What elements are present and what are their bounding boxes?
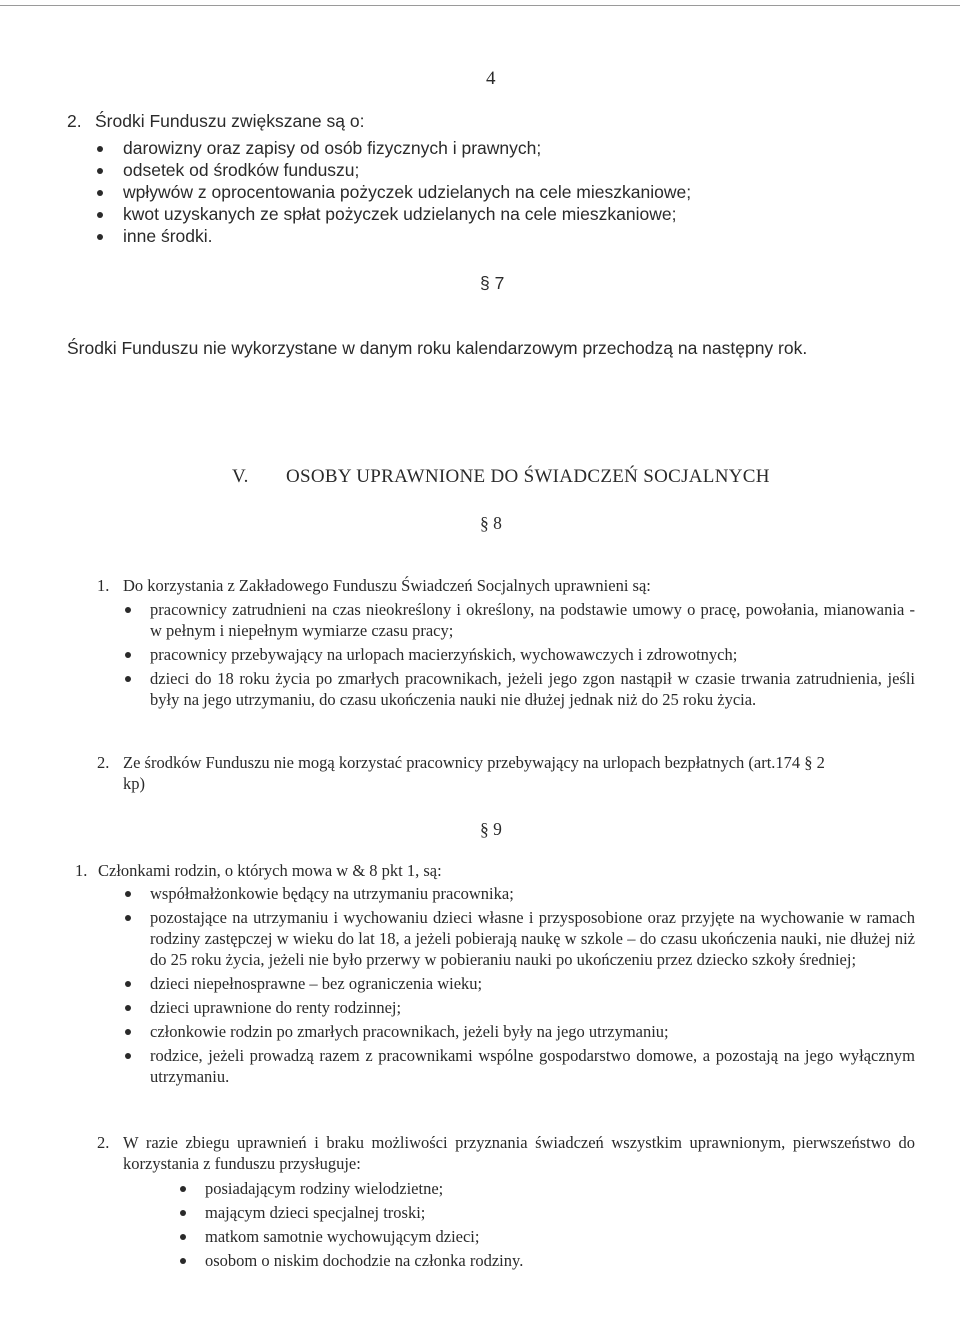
list-item: osobom o niskim dochodzie na członka rodziny. [178,1250,878,1271]
list-item: rodzice, jeżeli prowadzą razem z pracownikami wspólne gospodarstwo domowe, a pozostają na jego wyłącznym utrzymaniu. [123,1045,915,1087]
funds-increase-intro: Środki Funduszu zwiększane są o: [95,111,365,131]
funds-increase-list [93,137,913,247]
list-item: darowizny oraz zapisy od osób fizycznych i prawnych; [93,137,913,159]
paragraph-8-point-2-text: Ze środków Funduszu nie mogą korzystać pracownicy przebywający na urlopach bezpłatnych (art.174 § 2 kp) [123,753,825,793]
list-item: kwot uzyskanych ze spłat pożyczek udzielanych na cele mieszkaniowe; [93,203,913,225]
paragraph-8-point-2-number: 2. [97,753,110,772]
paragraph-7-mark: § 7 [480,273,505,293]
list-item: dzieci uprawnione do renty rodzinnej; [123,997,915,1018]
list-item: pozostające na utrzymaniu i wychowaniu dzieci własne i przysposobione oraz przyjęte na wychowanie w ramach rodziny zastępczej w wieku do lat 18, a jeżeli pobierają naukę w szkole – do czasu ukończenia nauki, nie dłużej niż do 25 roku życia, jeżeli nie było przerwy w pobieraniu nauki po ukończeniu przez dziecko szkoły średniej; [123,907,915,970]
list-item: pracownicy zatrudnieni na czas nieokreślony i określony, na podstawie umowy o pracę, powołania, mianowania - w pełnym i niepełnym wymiarze czasu pracy; [123,599,915,641]
page-number: 4 [486,68,496,89]
paragraph-9-point-2-text: W razie zbiegu uprawnień i braku możliwości przyznania świadczeń wszystkim uprawnionym, pierwszeństwo do korzystania z funduszu przysługuje: [123,1133,915,1173]
paragraph-8-mark: § 8 [480,513,502,533]
list-item: inne środki. [93,225,913,247]
paragraph-9-mark: § 9 [480,819,502,839]
entitled-persons-list [123,599,915,710]
paragraph-9-point-2-number: 2. [97,1133,110,1152]
list-item: dzieci niepełnosprawne – bez ograniczenia wieku; [123,973,915,994]
paragraph-8-point-1-text: Do korzystania z Zakładowego Funduszu Świadczeń Socjalnych uprawnieni są: [123,576,651,595]
list-item: odsetek od środków funduszu; [93,159,913,181]
paragraph-7-text: Środki Funduszu nie wykorzystane w danym roku kalendarzowym przechodzą na następny rok. [67,338,808,358]
list-item: wpływów z oprocentowania pożyczek udzielanych na cele mieszkaniowe; [93,181,913,203]
list-item: matkom samotnie wychowującym dzieci; [178,1226,878,1247]
family-members-list [123,883,915,1087]
list-item: pracownicy przebywający na urlopach macierzyńskich, wychowawczych i zdrowotnych; [123,644,915,665]
paragraph-8-point-1-number: 1. [97,576,110,595]
list-item: członkowie rodzin po zmarłych pracownikach, jeżeli były na jego utrzymaniu; [123,1021,915,1042]
priority-list [178,1178,878,1271]
paragraph-9-point-1-text: Członkami rodzin, o których mowa w & 8 pkt 1, są: [98,861,442,880]
chapter-number: V. [232,466,249,487]
list-item: dzieci do 18 roku życia po zmarłych pracownikach, jeżeli jego zgon nastąpił w czasie trwania zatrudnienia, jeśli były na jego utrzymaniu, do czasu ukończenia nauki nie dłużej jednak niż do 25 roku życia. [123,668,915,710]
list-item: posiadającym rodziny wielodzietne; [178,1178,878,1199]
paragraph-9-point-1-number: 1. [75,861,88,880]
chapter-title: OSOBY UPRAWNIONE DO ŚWIADCZEŃ SOCJALNYCH [286,466,770,487]
top-edge-line [0,5,960,6]
list-item: mającym dzieci specjalnej troski; [178,1202,878,1223]
funds-increase-number: 2. [67,111,82,131]
list-item: współmałżonkowie będący na utrzymaniu pracownika; [123,883,915,904]
